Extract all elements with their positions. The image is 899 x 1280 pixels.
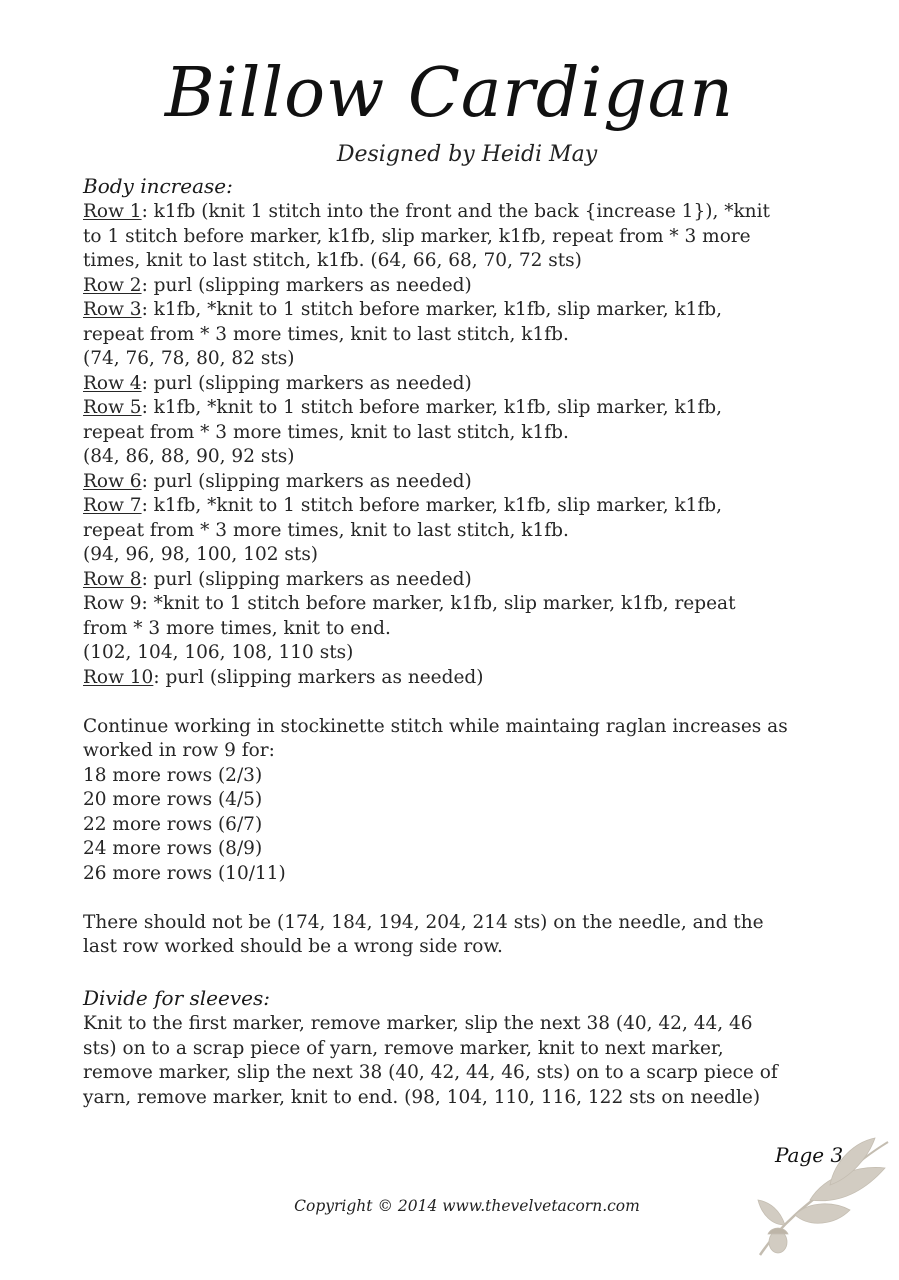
instruction-line	[83, 592, 863, 617]
document-title: Billow Cardigan	[164, 54, 735, 133]
instruction-text: : k1fb, *knit to 1 stitch before marker, k1fb, slip marker, k1fb,	[141, 299, 723, 320]
instruction-line	[83, 421, 863, 446]
instruction-text: : k1fb (knit 1 stitch into the front and the back {increase 1}), *knit	[141, 201, 770, 222]
instruction-text: repeat from * 3 more times, knit to last stitch, k1fb.	[83, 519, 569, 541]
row-instruction	[83, 372, 863, 397]
instruction-text: : purl (slipping markers as needed)	[153, 666, 484, 688]
spacer	[83, 960, 863, 985]
row-instruction	[83, 298, 863, 372]
text-line: last row worked should be a wrong side row.	[83, 936, 503, 957]
instruction-line	[83, 494, 863, 519]
row-label: Row 8	[83, 568, 142, 590]
pattern-body	[83, 172, 863, 1110]
spacer	[83, 690, 863, 715]
instruction-text: (74, 76, 78, 80, 82 sts)	[83, 348, 295, 369]
section-heading-divide-sleeves: Divide for sleeves:	[83, 986, 270, 1010]
row-instruction	[83, 568, 863, 593]
row-instruction	[83, 274, 863, 299]
continue-instructions	[83, 715, 863, 887]
instruction-text: (94, 96, 98, 100, 102 sts)	[83, 544, 319, 565]
text-line: 18 more rows (2/3)	[83, 764, 263, 786]
copyright-notice: Copyright © 2014 www.thevelvetacorn.com	[294, 1197, 640, 1215]
instruction-line	[83, 274, 863, 299]
row-label: Row 2	[83, 274, 142, 296]
text-line: 20 more rows (4/5)	[83, 789, 263, 810]
instruction-line	[83, 225, 863, 250]
instruction-line	[83, 249, 863, 274]
row-instruction	[83, 592, 863, 666]
instruction-text: : purl (slipping markers as needed)	[141, 274, 472, 296]
text-line: 26 more rows (10/11)	[83, 862, 286, 884]
section-heading-body-increase: Body increase:	[83, 174, 233, 198]
instruction-text: repeat from * 3 more times, knit to last stitch, k1fb.	[83, 323, 569, 345]
divide-instructions	[83, 1012, 863, 1110]
instruction-text: : purl (slipping markers as needed)	[141, 568, 472, 590]
row-instruction	[83, 470, 863, 495]
row-label: Row 7	[83, 495, 142, 516]
instruction-line	[83, 347, 863, 372]
instruction-text: times, knit to last stitch, k1fb. (64, 66, 68, 70, 72 sts)	[83, 250, 582, 271]
instruction-line	[83, 470, 863, 495]
text-line: Knit to the first marker, remove marker, slip the next 38 (40, 42, 44, 46	[83, 1013, 753, 1034]
instruction-text: (84, 86, 88, 90, 92 sts)	[83, 446, 295, 467]
instruction-text: : purl (slipping markers as needed)	[141, 470, 472, 492]
row-instruction	[83, 666, 863, 691]
instruction-text: (102, 104, 106, 108, 110 sts)	[83, 642, 354, 663]
instruction-line	[83, 323, 863, 348]
row-label: Row 1	[83, 201, 142, 222]
text-line: 22 more rows (6/7)	[83, 813, 263, 835]
row-instruction	[83, 200, 863, 274]
instruction-text: : k1fb, *knit to 1 stitch before marker, k1fb, slip marker, k1fb,	[141, 495, 723, 516]
row-instructions	[83, 200, 863, 690]
text-line: 24 more rows (8/9)	[83, 838, 263, 859]
instruction-text: repeat from * 3 more times, knit to last stitch, k1fb.	[83, 421, 569, 443]
row-label: Row 3	[83, 299, 142, 320]
acorn-leaf-ornament	[750, 1130, 890, 1260]
text-line: Continue working in stockinette stitch while maintaing raglan increases as	[83, 715, 788, 737]
instruction-line	[83, 568, 863, 593]
row-label: Row 6	[83, 470, 142, 492]
instruction-line	[83, 666, 863, 691]
instruction-text: : k1fb, *knit to 1 stitch before marker, k1fb, slip marker, k1fb,	[141, 397, 723, 418]
spacer	[83, 886, 863, 911]
instruction-text: from * 3 more times, knit to end.	[83, 617, 391, 639]
text-line: sts) on to a scrap piece of yarn, remove marker, knit to next marker,	[83, 1037, 724, 1059]
designer-credit: Designed by Heidi May	[336, 142, 598, 167]
instruction-line	[83, 641, 863, 666]
instruction-line	[83, 543, 863, 568]
instruction-line	[83, 617, 863, 642]
row-instruction	[83, 396, 863, 470]
text-line: There should not be (174, 184, 194, 204, 214 sts) on the needle, and the	[83, 911, 764, 933]
text-line: remove marker, slip the next 38 (40, 42, 44, 46, sts) on to a scarp piece of	[83, 1062, 778, 1083]
instruction-line	[83, 396, 863, 421]
instruction-text: to 1 stitch before marker, k1fb, slip marker, k1fb, repeat from * 3 more	[83, 225, 751, 247]
row-label: Row 5	[83, 397, 142, 418]
row-label: Row 10	[83, 666, 154, 688]
instruction-line	[83, 298, 863, 323]
text-line: worked in row 9 for:	[83, 740, 275, 761]
instruction-line	[83, 200, 863, 225]
page-number: Page 3	[775, 1143, 844, 1167]
instruction-line	[83, 519, 863, 544]
row-instruction	[83, 494, 863, 568]
text-line: yarn, remove marker, knit to end. (98, 104, 110, 116, 122 sts on needle)	[83, 1086, 761, 1108]
row-label: Row 4	[83, 372, 142, 394]
instruction-line	[83, 372, 863, 397]
stitch-count-note	[83, 911, 863, 960]
instruction-text: : purl (slipping markers as needed)	[141, 372, 472, 394]
instruction-line	[83, 445, 863, 470]
instruction-text: Row 9: *knit to 1 stitch before marker, k1fb, slip marker, k1fb, repeat	[83, 593, 736, 614]
